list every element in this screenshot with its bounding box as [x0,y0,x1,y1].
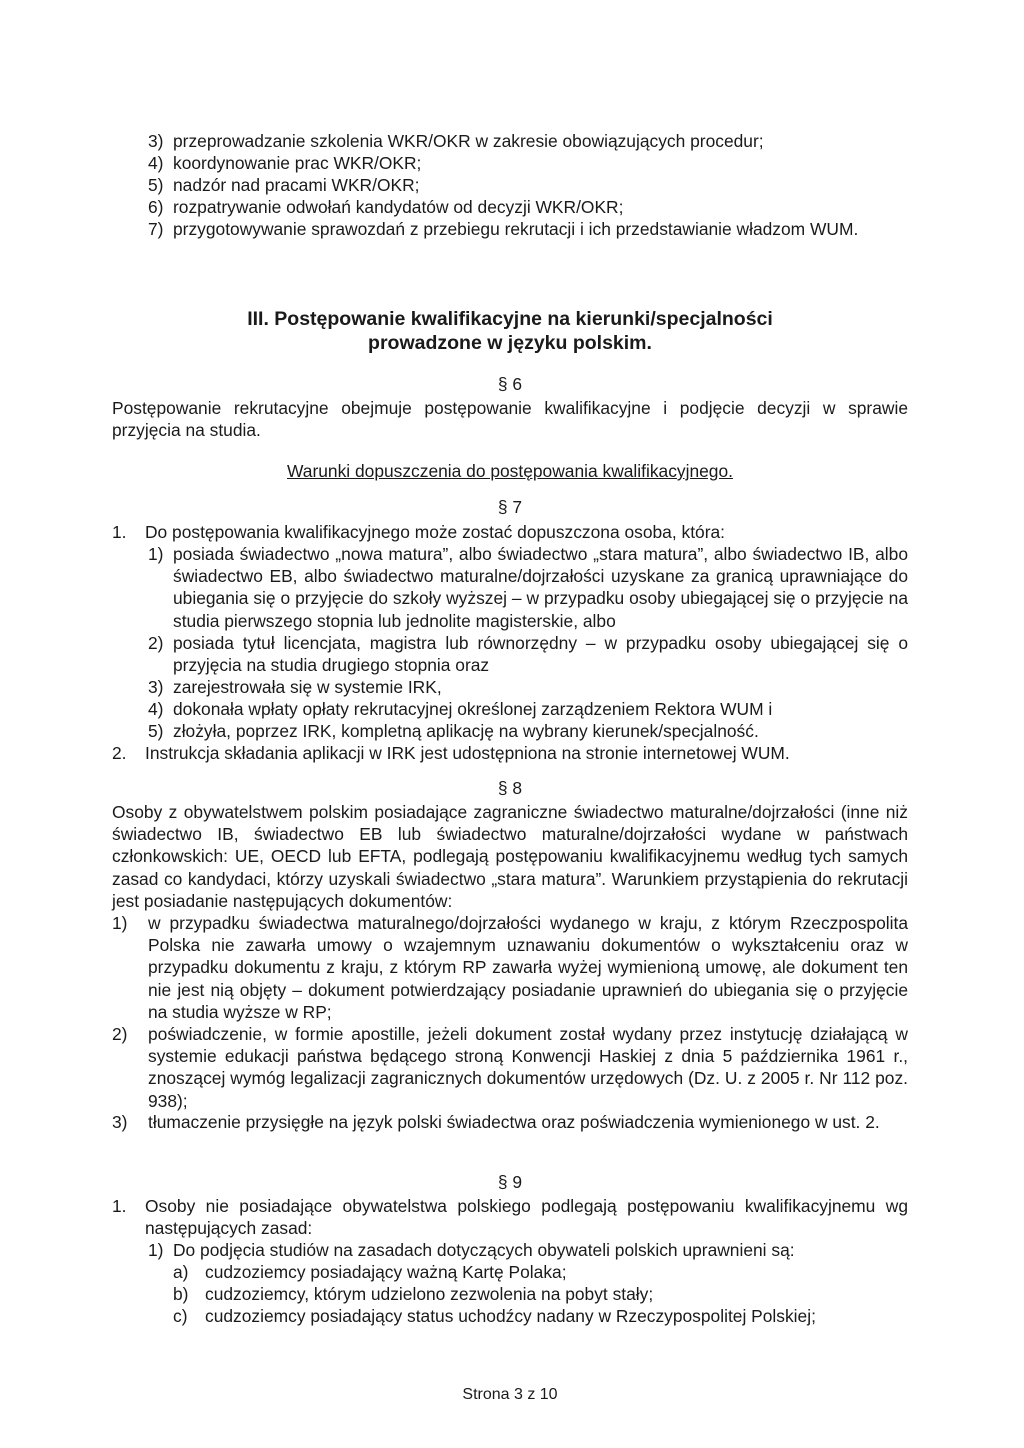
list-item-text: Do podjęcia studiów na zasadach dotyczących obywateli polskich uprawnieni są: [173,1240,795,1260]
point-number: 1. [112,1196,127,1216]
list-item-number: 3) [112,1112,128,1132]
list-item-number: 7) [148,219,164,239]
letter-item [173,1261,908,1283]
list-item-number: 1) [112,913,128,933]
list-item-text: nadzór nad pracami WKR/OKR; [173,175,420,195]
list-item [148,720,908,742]
letter-item-label: b) [173,1284,189,1304]
letter-item [173,1305,908,1327]
list-item-number: 6) [148,197,164,217]
paragraph-mark-text: § 7 [497,497,523,517]
letter-item-label: c) [173,1306,188,1326]
point-number: 2. [112,743,127,763]
list-item [112,912,908,1023]
paragraph-mark-text: § 8 [497,778,523,798]
list-item-text: zarejestrowała się w systemie IRK, [173,677,442,697]
list-item-text: posiada świadectwo „nowa matura”, albo świadectwo „stara matura”, albo świadectwo IB, albo świadectwo EB, albo świadectwo maturalne/dojrzałości uzyskane za granicą uprawniające do ubiegania się o przyjęcie do szkoły wyższej – w przypadku osoby ubiegającej się o przyjęcie na studia pierwszego stopnia lub jednolite magisterskie, albo [173,544,908,631]
list-item-number: 4) [148,153,164,173]
list-item-text: rozpatrywanie odwołań kandydatów od decyzji WKR/OKR; [173,197,624,217]
list-item-text: przygotowywanie sprawozdań z przebiegu rekrutacji i ich przedstawianie władzom WUM. [173,219,859,239]
point-text: Osoby nie posiadające obywatelstwa polskiego podlegają postępowaniu kwalifikacyjnemu wg następujących zasad: [145,1196,908,1239]
paragraph-text: Postępowanie rekrutacyjne obejmuje postępowanie kwalifikacyjne i podjęcie decyzji w sprawie przyjęcia na studia. [112,398,908,441]
paragraph-mark-text: § 9 [497,1172,523,1192]
list-item-number: 2) [112,1024,128,1044]
list-item [148,130,908,152]
paragraph-text: Osoby z obywatelstwem polskim posiadające zagraniczne świadectwo maturalne/dojrzałości (inne niż świadectwo IB, świadectwo EB lub świadectwo maturalne/dojrzałości wydane w państwach członkowskich: UE, OECD lub EFTA, podlegają postępowaniu kwalifikacyjnemu według tych samych zasad co kandydaci, którzy uzyskali świadectwo „stara matura”. Warunkiem przystąpienia do rekrutacji jest posiadanie następujących dokumentów: [112,802,908,911]
list-item [148,632,908,676]
list-item [148,543,908,632]
list-item-text: koordynowanie prac WKR/OKR; [173,153,422,173]
section-heading [112,307,908,355]
section-heading-line2: prowadzone w języku polskim. [368,332,652,354]
paragraph-mark-text: § 6 [497,374,523,394]
letter-item-text: cudzoziemcy, którym udzielono zezwolenia na pobyt stały; [205,1284,654,1304]
section-heading-line1: III. Postępowanie kwalifikacyjne na kierunki/specjalności [247,308,773,330]
list-item [148,698,908,720]
list-item-number: 3) [148,131,164,151]
list-item-number: 5) [148,721,164,741]
list-item-text: tłumaczenie przysięgłe na język polski świadectwa oraz poświadczenia wymienionego w ust. 2. [148,1112,880,1132]
list-item-text: dokonała wpłaty opłaty rekrutacyjnej określonej zarządzeniem Rektora WUM i [173,699,773,719]
list-item [148,218,908,240]
numbered-point [112,1195,908,1239]
list-item [112,1111,908,1133]
list-item-text: złożyła, poprzez IRK, kompletną aplikację na wybrany kierunek/specjalność. [173,721,759,741]
letter-item-label: a) [173,1262,189,1282]
numbered-point [112,521,908,543]
paragraph-mark [112,373,908,395]
list-item-text: poświadczenie, w formie apostille, jeżeli dokument został wydany przez instytucję działającą w systemie edukacji państwa będącego stroną Konwencji Haskiej z dnia 5 października 1961 r., znoszącej wymóg legalizacji zagranicznych dokumentów urzędowych (Dz. U. z 2005 r. Nr 112 poz. 938); [148,1024,908,1111]
point-text: Do postępowania kwalifikacyjnego może zostać dopuszczona osoba, która: [145,522,726,542]
letter-item-text: cudzoziemcy posiadający ważną Kartę Polaka; [205,1262,567,1282]
list-item [148,152,908,174]
numbered-point [112,742,908,764]
list-item [112,1023,908,1112]
list-item-number: 4) [148,699,164,719]
list-item-text: posiada tytuł licencjata, magistra lub równorzędny – w przypadku osoby ubiegającej się o przyjęcia na studia drugiego stopnia oraz [173,633,908,676]
list-item-text: przeprowadzanie szkolenia WKR/OKR w zakresie obowiązujących procedur; [173,131,764,151]
paragraph-mark [112,777,908,799]
list-item-number: 1) [148,544,164,564]
subheading [112,460,908,482]
page-number: Strona 3 z 10 [462,1386,558,1403]
letter-item-text: cudzoziemcy posiadający status uchodźcy nadany w Rzeczypospolitej Polskiej; [205,1306,816,1326]
paragraph-body [112,801,908,912]
list-item-text: w przypadku świadectwa maturalnego/dojrzałości wydanego w kraju, z którym Rzeczpospolita Polska nie zawarła umowy o wzajemnym uznawaniu dokumentów o wykształceniu oraz w przypadku dokumentu z kraju, z którym RP zawarła wyżej wymienioną umowę, ale dokument ten nie jest nią objęty – dokument potwierdzający posiadanie uprawnień do ubiegania się o przyjęcie na studia wyższe w RP; [148,913,908,1022]
point-text: Instrukcja składania aplikacji w IRK jest udostępniona na stronie internetowej WUM. [145,743,790,763]
list-item [148,174,908,196]
list-item-number: 1) [148,1240,164,1260]
letter-item [173,1283,908,1305]
list-item [148,676,908,698]
list-item-number: 5) [148,175,164,195]
list-item [148,1239,908,1261]
subheading-text: Warunki dopuszczenia do postępowania kwalifikacyjnego. [287,461,733,481]
paragraph-mark [112,1171,908,1193]
page-footer [112,1384,908,1406]
list-item-number: 2) [148,633,164,653]
list-item-number: 3) [148,677,164,697]
paragraph-body [112,397,908,441]
point-number: 1. [112,522,127,542]
list-item [148,196,908,218]
paragraph-mark [112,496,908,518]
